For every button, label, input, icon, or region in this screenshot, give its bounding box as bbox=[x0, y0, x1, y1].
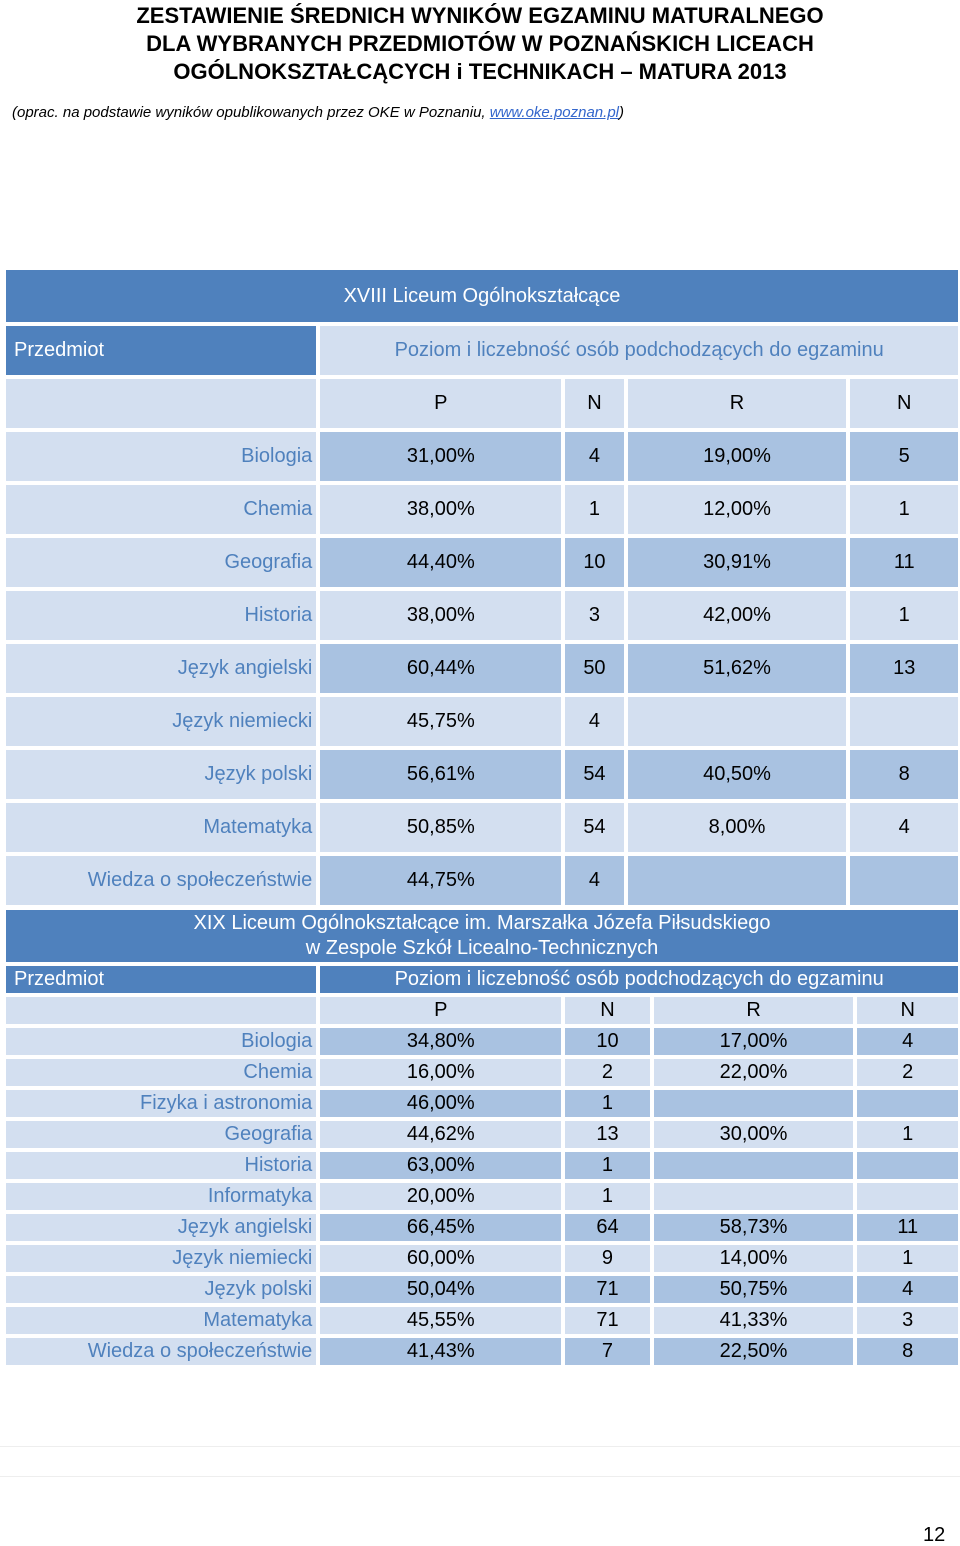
extended-count: 3 bbox=[857, 1307, 958, 1334]
basic-count: 54 bbox=[565, 750, 623, 799]
extended-percent: 12,00% bbox=[628, 485, 847, 534]
basic-count: 10 bbox=[565, 538, 623, 587]
subject-name: Geografia bbox=[6, 538, 316, 587]
basic-count: 1 bbox=[565, 1183, 649, 1210]
basic-percent: 38,00% bbox=[320, 485, 561, 534]
document-header bbox=[0, 2, 960, 86]
basic-count: 54 bbox=[565, 803, 623, 852]
extended-percent: 17,00% bbox=[654, 1028, 854, 1055]
extended-percent: 51,62% bbox=[628, 644, 847, 693]
school-name-line-2: w Zespole Szkół Licealno-Technicznych bbox=[305, 937, 659, 959]
footer-divider bbox=[0, 1446, 960, 1447]
extended-percent: 42,00% bbox=[628, 591, 847, 640]
school-name-line-1: XIX Liceum Ogólnokształcące im. Marszałka Józefa Piłsudskiego bbox=[193, 912, 771, 934]
extended-count: 8 bbox=[857, 1338, 958, 1365]
extended-count: 4 bbox=[850, 803, 958, 852]
subject-name: Fizyka i astronomia bbox=[6, 1090, 316, 1117]
col-header-n-basic: N bbox=[565, 379, 623, 428]
extended-percent: 40,50% bbox=[628, 750, 847, 799]
extended-percent: 19,00% bbox=[628, 432, 847, 481]
subject-name: Biologia bbox=[6, 1028, 316, 1055]
source-prefix: (oprac. na podstawie wyników opublikowanych przez OKE w Poznaniu, bbox=[12, 104, 490, 121]
basic-percent: 45,75% bbox=[320, 697, 561, 746]
school-name bbox=[6, 910, 958, 962]
extended-percent: 30,91% bbox=[628, 538, 847, 587]
basic-percent: 45,55% bbox=[320, 1307, 561, 1334]
basic-count: 71 bbox=[565, 1307, 649, 1334]
extended-percent bbox=[628, 697, 847, 746]
subject-column-header: Przedmiot bbox=[6, 326, 316, 375]
basic-count: 1 bbox=[565, 1152, 649, 1179]
col-header-n-extended: N bbox=[850, 379, 958, 428]
empty-cell bbox=[6, 997, 316, 1024]
extended-percent bbox=[654, 1152, 854, 1179]
subject-column-header: Przedmiot bbox=[6, 966, 316, 993]
extended-count: 4 bbox=[857, 1028, 958, 1055]
basic-count: 1 bbox=[565, 1090, 649, 1117]
table-row bbox=[6, 1183, 958, 1210]
table-row bbox=[6, 1214, 958, 1241]
basic-count: 10 bbox=[565, 1028, 649, 1055]
document-title-line-1: ZESTAWIENIE ŚREDNICH WYNIKÓW EGZAMINU MATURALNEGO bbox=[136, 3, 824, 28]
page-number: 12 bbox=[923, 1524, 946, 1546]
table-row bbox=[6, 1338, 958, 1365]
table-row bbox=[6, 1276, 958, 1303]
basic-count: 4 bbox=[565, 856, 623, 905]
document-title-line-2: DLA WYBRANYCH PRZEDMIOTÓW W POZNAŃSKICH LICEACH bbox=[146, 31, 814, 56]
col-header-n-basic: N bbox=[565, 997, 649, 1024]
subject-name: Język angielski bbox=[6, 644, 316, 693]
basic-percent: 16,00% bbox=[320, 1059, 561, 1086]
basic-count: 71 bbox=[565, 1276, 649, 1303]
subject-name: Matematyka bbox=[6, 1307, 316, 1334]
basic-count: 9 bbox=[565, 1245, 649, 1272]
col-header-p: P bbox=[320, 997, 561, 1024]
extended-count bbox=[857, 1090, 958, 1117]
table-row bbox=[6, 644, 958, 693]
subject-name: Język polski bbox=[6, 750, 316, 799]
results-table-xix-lo bbox=[2, 906, 960, 1369]
basic-count: 4 bbox=[565, 697, 623, 746]
basic-percent: 50,85% bbox=[320, 803, 561, 852]
source-suffix: ) bbox=[619, 104, 624, 121]
basic-count: 1 bbox=[565, 485, 623, 534]
empty-cell bbox=[6, 379, 316, 428]
table-row bbox=[6, 750, 958, 799]
basic-count: 4 bbox=[565, 432, 623, 481]
subject-name: Biologia bbox=[6, 432, 316, 481]
level-header: Poziom i liczebność osób podchodzących do egzaminu bbox=[320, 966, 958, 993]
extended-count: 1 bbox=[850, 591, 958, 640]
basic-percent: 50,04% bbox=[320, 1276, 561, 1303]
subject-name: Język niemiecki bbox=[6, 697, 316, 746]
table-row bbox=[6, 1307, 958, 1334]
subject-name: Informatyka bbox=[6, 1183, 316, 1210]
subject-name: Wiedza o społeczeństwie bbox=[6, 856, 316, 905]
basic-percent: 44,62% bbox=[320, 1121, 561, 1148]
basic-percent: 31,00% bbox=[320, 432, 561, 481]
extended-count: 11 bbox=[850, 538, 958, 587]
table-row bbox=[6, 432, 958, 481]
basic-percent: 34,80% bbox=[320, 1028, 561, 1055]
extended-count bbox=[850, 856, 958, 905]
extended-percent bbox=[654, 1183, 854, 1210]
table-row bbox=[6, 485, 958, 534]
basic-percent: 63,00% bbox=[320, 1152, 561, 1179]
col-header-p: P bbox=[320, 379, 561, 428]
basic-percent: 46,00% bbox=[320, 1090, 561, 1117]
table-row bbox=[6, 591, 958, 640]
basic-percent: 60,00% bbox=[320, 1245, 561, 1272]
extended-percent bbox=[654, 1090, 854, 1117]
table-row bbox=[6, 1121, 958, 1148]
col-header-n-extended: N bbox=[857, 997, 958, 1024]
basic-percent: 44,40% bbox=[320, 538, 561, 587]
extended-count bbox=[857, 1183, 958, 1210]
subject-name: Język niemiecki bbox=[6, 1245, 316, 1272]
extended-percent: 30,00% bbox=[654, 1121, 854, 1148]
col-header-r: R bbox=[654, 997, 854, 1024]
basic-percent: 44,75% bbox=[320, 856, 561, 905]
table-row bbox=[6, 697, 958, 746]
basic-count: 2 bbox=[565, 1059, 649, 1086]
extended-count: 8 bbox=[850, 750, 958, 799]
extended-count: 1 bbox=[857, 1245, 958, 1272]
extended-percent: 41,33% bbox=[654, 1307, 854, 1334]
extended-count: 1 bbox=[857, 1121, 958, 1148]
table-row bbox=[6, 538, 958, 587]
extended-percent: 22,00% bbox=[654, 1059, 854, 1086]
extended-count: 13 bbox=[850, 644, 958, 693]
basic-percent: 56,61% bbox=[320, 750, 561, 799]
subject-name: Język polski bbox=[6, 1276, 316, 1303]
extended-count: 1 bbox=[850, 485, 958, 534]
table-row bbox=[6, 1245, 958, 1272]
basic-percent: 38,00% bbox=[320, 591, 561, 640]
source-note bbox=[12, 104, 624, 121]
school-name: XVIII Liceum Ogólnokształcące bbox=[6, 270, 958, 322]
subject-name: Wiedza o społeczeństwie bbox=[6, 1338, 316, 1365]
extended-count bbox=[857, 1152, 958, 1179]
basic-percent: 66,45% bbox=[320, 1214, 561, 1241]
table-row bbox=[6, 856, 958, 905]
basic-count: 64 bbox=[565, 1214, 649, 1241]
table-row bbox=[6, 1090, 958, 1117]
oke-link[interactable]: www.oke.poznan.pl bbox=[489, 104, 619, 121]
basic-count: 3 bbox=[565, 591, 623, 640]
subject-name: Matematyka bbox=[6, 803, 316, 852]
extended-count: 2 bbox=[857, 1059, 958, 1086]
level-header: Poziom i liczebność osób podchodzących do egzaminu bbox=[320, 326, 958, 375]
extended-percent: 8,00% bbox=[628, 803, 847, 852]
table-row bbox=[6, 803, 958, 852]
extended-count bbox=[850, 697, 958, 746]
subject-name: Język angielski bbox=[6, 1214, 316, 1241]
col-header-r: R bbox=[628, 379, 847, 428]
extended-count: 5 bbox=[850, 432, 958, 481]
subject-name: Geografia bbox=[6, 1121, 316, 1148]
basic-percent: 41,43% bbox=[320, 1338, 561, 1365]
subject-name: Chemia bbox=[6, 485, 316, 534]
basic-percent: 20,00% bbox=[320, 1183, 561, 1210]
footer-divider-2 bbox=[0, 1476, 960, 1477]
extended-count: 4 bbox=[857, 1276, 958, 1303]
results-table-xviii-lo bbox=[2, 266, 960, 909]
extended-percent: 14,00% bbox=[654, 1245, 854, 1272]
document-title-line-3: OGÓLNOKSZTAŁCĄCYCH i TECHNIKACH – MATURA 2013 bbox=[173, 59, 787, 84]
subject-name: Chemia bbox=[6, 1059, 316, 1086]
extended-percent bbox=[628, 856, 847, 905]
basic-count: 7 bbox=[565, 1338, 649, 1365]
table-row bbox=[6, 1059, 958, 1086]
extended-percent: 50,75% bbox=[654, 1276, 854, 1303]
subject-name: Historia bbox=[6, 1152, 316, 1179]
extended-count: 11 bbox=[857, 1214, 958, 1241]
basic-percent: 60,44% bbox=[320, 644, 561, 693]
extended-percent: 22,50% bbox=[654, 1338, 854, 1365]
table-row bbox=[6, 1028, 958, 1055]
basic-count: 13 bbox=[565, 1121, 649, 1148]
table-row bbox=[6, 1152, 958, 1179]
extended-percent: 58,73% bbox=[654, 1214, 854, 1241]
subject-name: Historia bbox=[6, 591, 316, 640]
basic-count: 50 bbox=[565, 644, 623, 693]
